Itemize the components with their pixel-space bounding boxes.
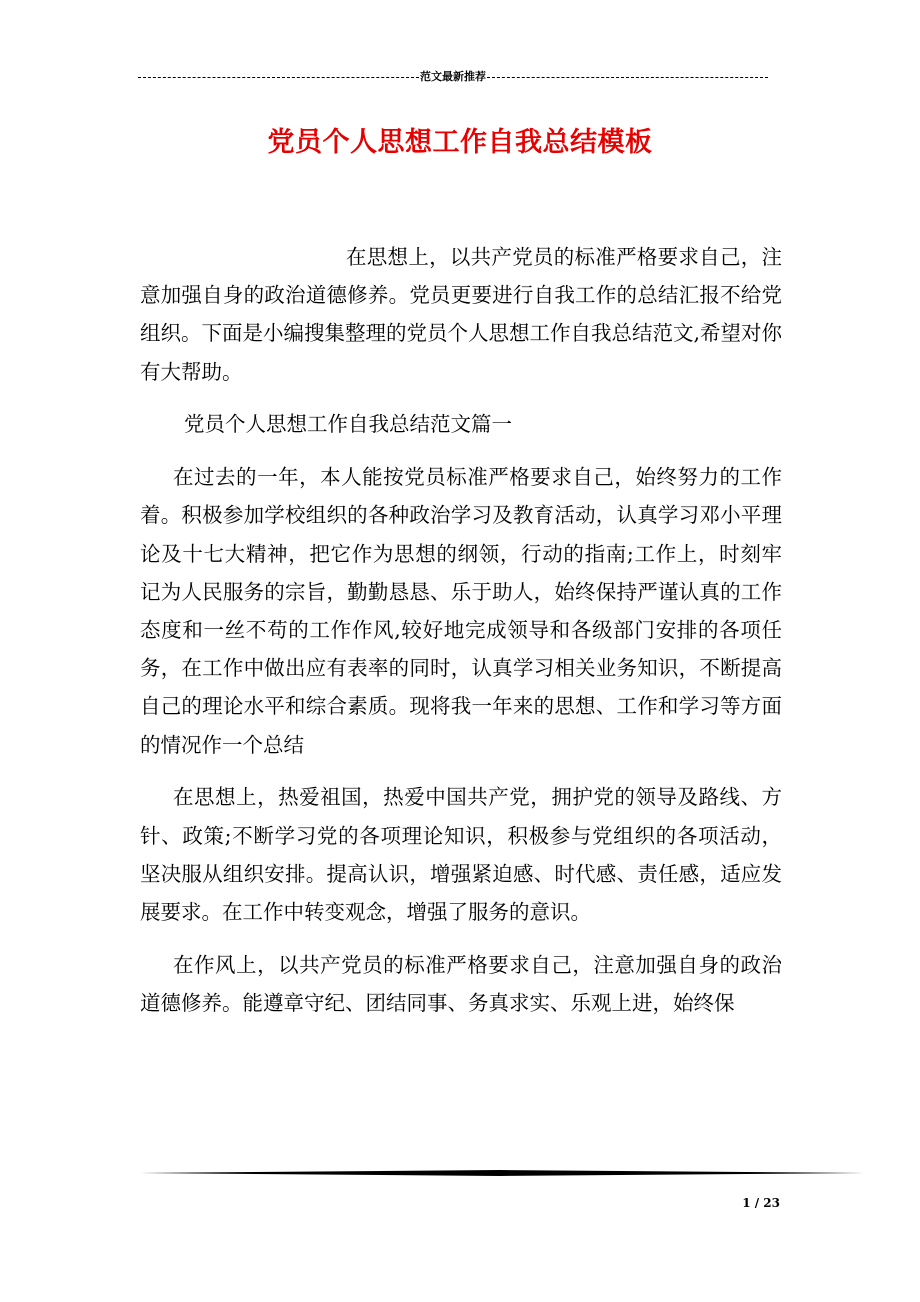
footer-divider bbox=[140, 1170, 865, 1176]
header-label: 范文最新推荐 bbox=[420, 70, 486, 83]
intro-paragraph: 在思想上，以共产党员的标准严格要求自己，注意加强自身的政治道德修养。党员更要进行自我工作的总结汇报不给党组织。下面是小编搜集整理的党员个人思想工作自我总结范文,希望对你有大帮助。 bbox=[140, 245, 783, 384]
page-number: 1 / 23 bbox=[742, 1196, 780, 1210]
document-title: 党员个人思想工作自我总结模板 bbox=[267, 127, 653, 158]
body-paragraph: 在过去的一年，本人能按党员标准严格要求自己，始终努力的工作着。积极参加学校组织的各种政治学习及教育活动，认真学习邓小平理论及十七大精神，把它作为思想的纲领，行动的指南;工作上，时刻牢记为人民服务的宗旨，勤勤恳恳、乐于助人，始终保持严谨认真的工作态度和一丝不苟的工作作风,较好地完成领导和各级部门安排的各项任务，在工作中做出应有表率的同时，认真学习相关业务知识，不断提高自己的理论水平和综合素质。现将我一年来的思想、工作和学习等方面的情况作一个总结 bbox=[140, 465, 782, 757]
body-paragraph: 在思想上，热爱祖国，热爱中国共产党，拥护党的领导及路线、方针、政策;不断学习党的各项理论知识，积极参与党组织的各项活动，坚决服从组织安排。提高认识，增强紧迫感、时代感、责任感，适应发展要求。在工作中转变观念，增强了服务的意识。 bbox=[140, 785, 782, 925]
document-body bbox=[140, 238, 782, 1037]
body-paragraph: 在作风上，以共产党员的标准严格要求自己，注意加强自身的政治道德修养。能遵章守纪、团结同事、务真求实、乐观上进，始终保 bbox=[140, 952, 782, 1016]
header-dashes-left bbox=[138, 77, 419, 78]
page-header bbox=[138, 68, 768, 84]
footer-divider-shape bbox=[140, 1170, 865, 1176]
header-dashes-right bbox=[487, 77, 768, 78]
section-heading: 党员个人思想工作自我总结范文篇一 bbox=[184, 412, 512, 437]
